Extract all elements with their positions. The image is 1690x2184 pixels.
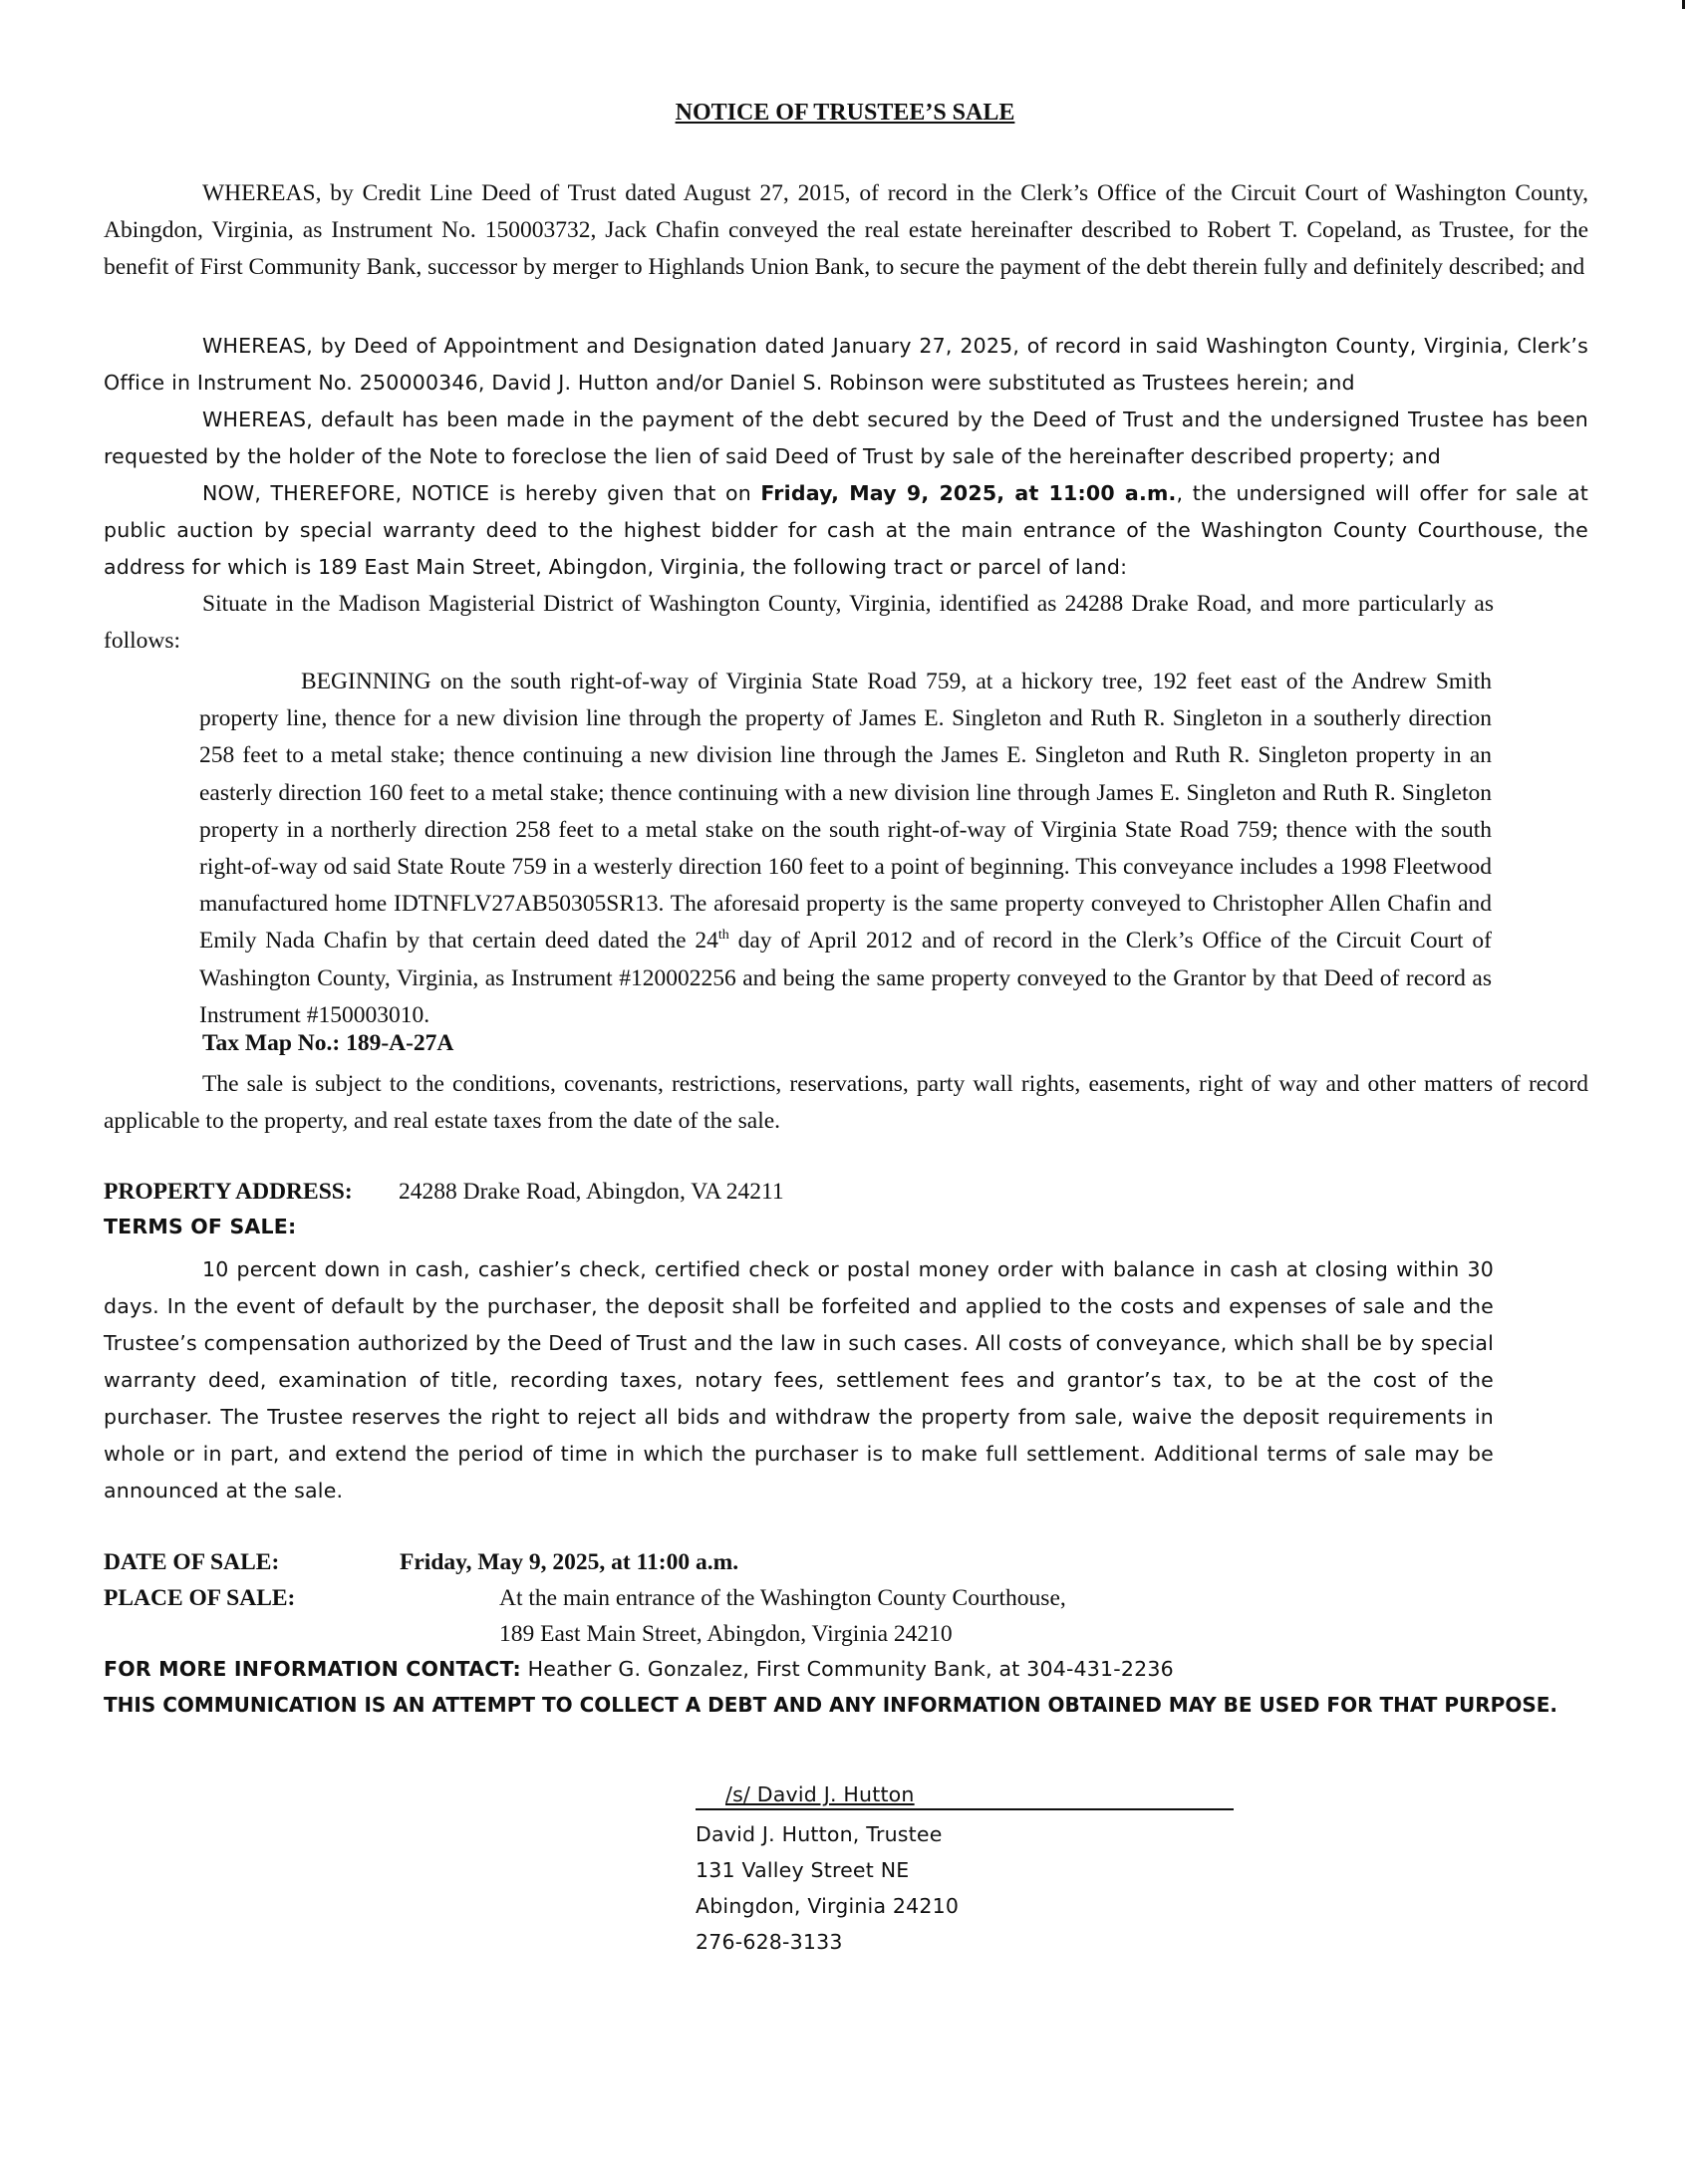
whereas-paragraph-3: WHEREAS, default has been made in the payment of the debt secured by the Deed of Trust and the undersigned Trustee has been requested by the holder of the Note to foreclose the lien of said Deed of Trust by sale of the hereinafter described property; and [104, 408, 1588, 468]
trustee-phone: 276-628-3133 [696, 1930, 843, 1954]
place-of-sale-line1: At the main entrance of the Washington County Courthouse, [499, 1585, 1066, 1611]
notice-text-before: NOW, THEREFORE, NOTICE is hereby given that on [202, 481, 761, 505]
trustee-street: 131 Valley Street NE [696, 1858, 910, 1882]
legal-description [199, 664, 1492, 1034]
place-of-sale-label: PLACE OF SALE: [104, 1585, 296, 1611]
property-address-value: 24288 Drake Road, Abingdon, VA 24211 [399, 1179, 784, 1205]
whereas-paragraph-2: WHEREAS, by Deed of Appointment and Designation dated January 27, 2025, of record in said Washington County, Virginia, Clerk’s Office in Instrument No. 250000346, David J. Hutton and/or Daniel S. Robinson were substituted as Trustees herein; and [104, 334, 1588, 395]
scan-edge-mark [1682, 0, 1685, 9]
contact-label: FOR MORE INFORMATION CONTACT: [104, 1657, 521, 1681]
property-address-label: PROPERTY ADDRESS: [104, 1179, 353, 1205]
trustee-city: Abingdon, Virginia 24210 [696, 1894, 960, 1918]
place-of-sale-line2: 189 East Main Street, Abingdon, Virginia 24210 [499, 1621, 953, 1647]
notice-text-after: , the undersigned will offer for sale at public auction by special warranty deed to the highest bidder for cash at the main entrance of the Washington County Courthouse, the address for which is 189 East Main Street, Abingdon, Virginia, the following tract or parcel of land: [104, 481, 1588, 579]
tax-map-number: Tax Map No.: 189-A-27A [202, 1030, 454, 1056]
terms-label: TERMS OF SALE: [104, 1215, 297, 1238]
document-title: NOTICE OF TRUSTEE’S SALE [675, 100, 1015, 126]
signature-text: /s/ David J. Hutton [725, 1782, 915, 1806]
trustee-name: David J. Hutton, Trustee [696, 1822, 943, 1846]
ordinal-suffix: th [717, 928, 729, 944]
legal-description-part1: BEGINNING on the south right-of-way of Virginia State Road 759, at a hickory tree, 192 feet east of the Andrew Smith property line, thence for a new division line through the property of James E. Singleton and Ruth R. Singleton in a southerly direction 258 feet to a metal stake; thence continuing a new division line through the James E. Singleton and Ruth R. Singleton property in an easterly direction 160 feet to a metal stake; thence continuing with a new division line through James E. Singleton and Ruth R. Singleton property in a northerly direction 258 feet to a metal stake on the south right-of-way of Virginia State Road 759; thence with the south right-of-way od said State Route 759 in a westerly direction 160 feet to a point of beginning. This conveyance includes a 1998 Fleetwood manufactured home IDTNFLV27AB50305SR13. The aforesaid property is the same property conveyed to Christopher Allen Chafin and Emily Nada Chafin by that certain deed dated the 24 [199, 669, 1492, 955]
notice-sale-date: Friday, May 9, 2025, at 11:00 a.m. [760, 481, 1177, 505]
signature-line [696, 1780, 1234, 1810]
debt-collection-disclaimer: THIS COMMUNICATION IS AN ATTEMPT TO COLLECT A DEBT AND ANY INFORMATION OBTAINED MAY BE USED FOR THAT PURPOSE. [104, 1693, 1557, 1717]
terms-paragraph: 10 percent down in cash, cashier’s check, certified check or postal money order with balance in cash at closing within 30 days. In the event of default by the purchaser, the deposit shall be forfeited and applied to the costs and expenses of sale and the Trustee’s compensation authorized by the Deed of Trust and the law in such cases. All costs of conveyance, which shall be by special warranty deed, examination of title, recording taxes, notary fees, settlement fees and grantor’s tax, to be at the cost of the purchaser. The Trustee reserves the right to reject all bids and withdraw the property from sale, waive the deposit requirements in whole or in part, and extend the period of time in which the purchaser is to make full settlement. Additional terms of sale may be announced at the sale. [104, 1257, 1494, 1502]
signature-block [696, 1780, 1234, 1960]
whereas-paragraph-1: WHEREAS, by Credit Line Deed of Trust dated August 27, 2015, of record in the Clerk’s Office of the Circuit Court of Washington County, Abingdon, Virginia, as Instrument No. 150003732, Jack Chafin conveyed the real estate hereinafter described to Robert T. Copeland, as Trustee, for the benefit of First Community Bank, successor by merger to Highlands Union Bank, to secure the payment of the debt therein fully and definitely described; and [104, 180, 1588, 280]
property-address-row [104, 1179, 353, 1206]
subject-to-paragraph: The sale is subject to the conditions, covenants, restrictions, reservations, party wall rights, easements, right of way and other matters of record applicable to the property, and real estate taxes from the date of the sale. [104, 1071, 1588, 1134]
date-of-sale-label: DATE OF SALE: [104, 1549, 280, 1575]
contact-value: Heather G. Gonzalez, First Community Bank, at 304-431-2236 [520, 1657, 1174, 1681]
contact-row [104, 1657, 1174, 1681]
notice-paragraph [104, 475, 1588, 586]
situate-paragraph: Situate in the Madison Magisterial District of Washington County, Virginia, identified as 24288 Drake Road, and more particularly as follows: [104, 591, 1494, 654]
legal-description-part2: day of April 2012 and of record in the Clerk’s Office of the Circuit Court of Washington County, Virginia, as Instrument #120002256 and being the same property conveyed to the Grantor by that Deed of record as Instrument #150003010. [199, 928, 1493, 1028]
date-of-sale-value: Friday, May 9, 2025, at 11:00 a.m. [400, 1549, 739, 1575]
